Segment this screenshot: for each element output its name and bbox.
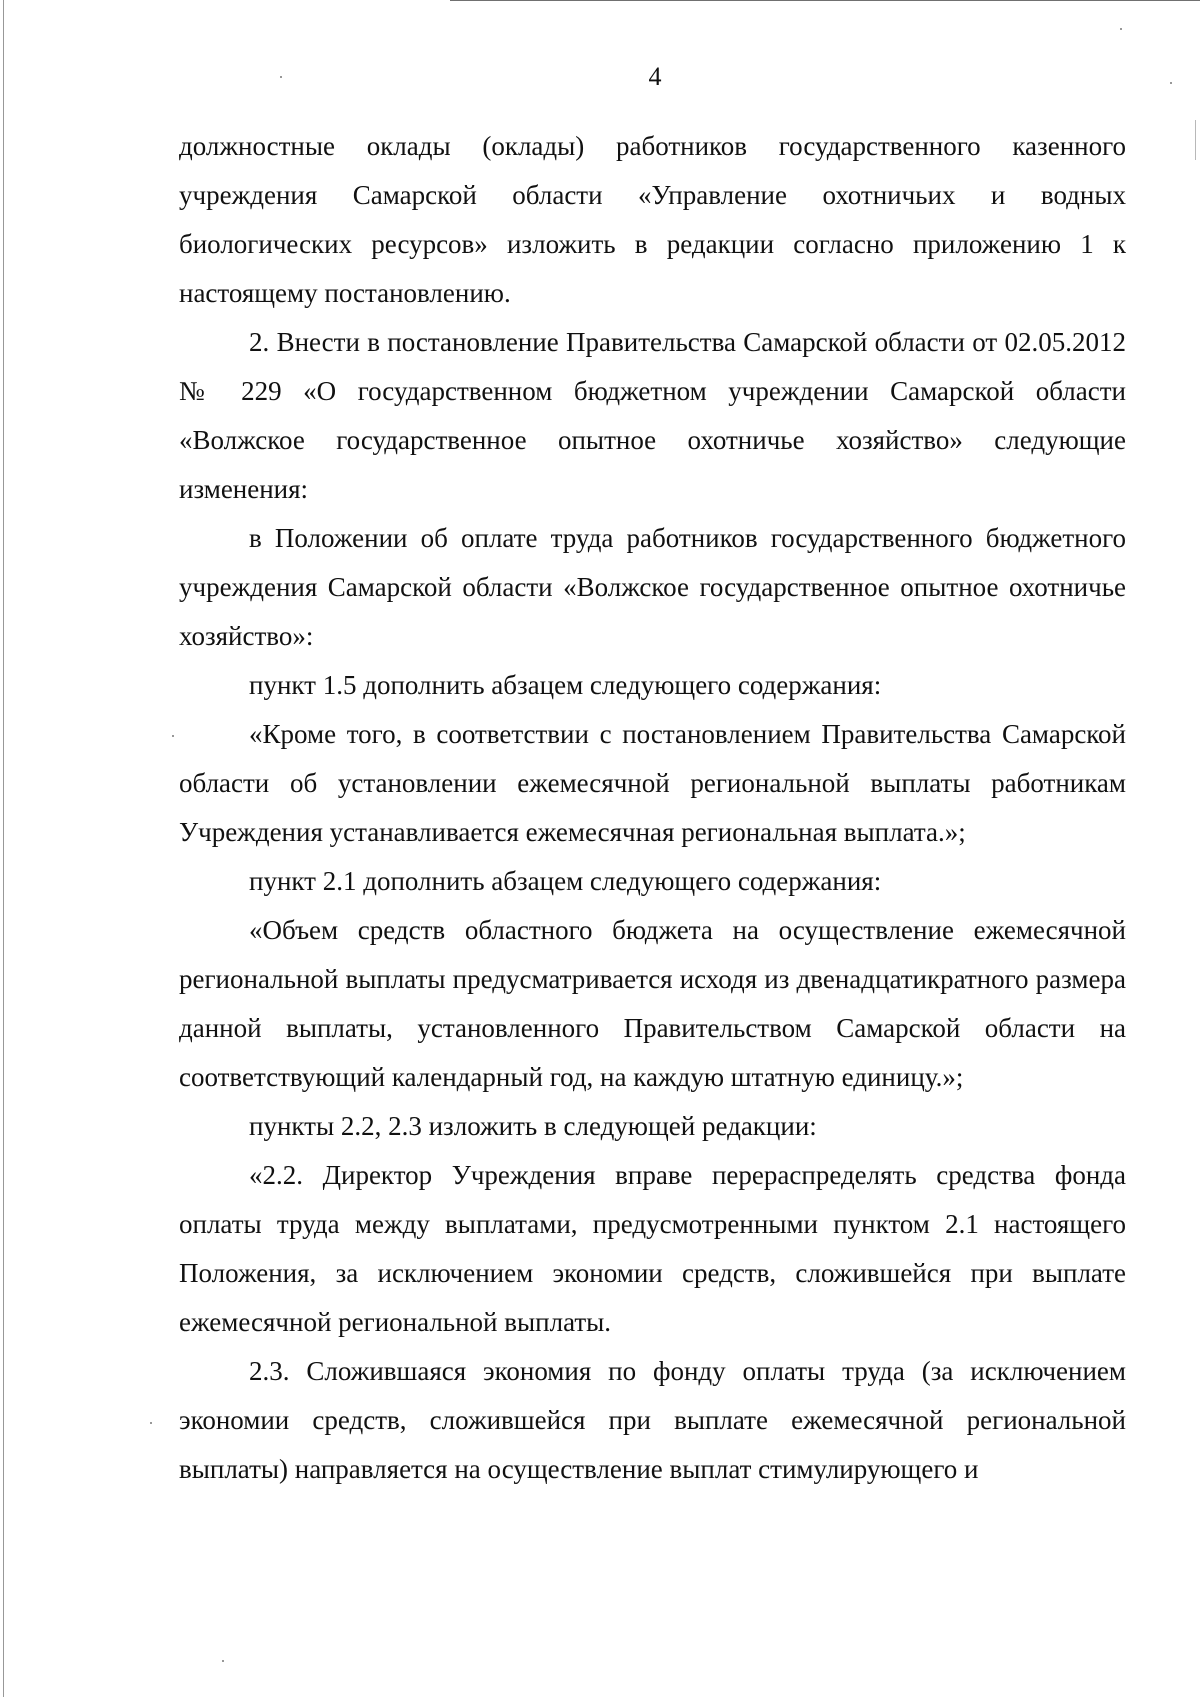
paragraph-regulation-reference: в Положении об оплате труда работников государственного бюджетного учреждения Самарской области «Волжское государственное опытное охотничье хозяйство»:: [179, 523, 1126, 651]
page-number: 4: [648, 62, 662, 91]
scan-mark-right: [1195, 120, 1196, 160]
document-body: [179, 122, 1126, 1494]
scan-border-top: [450, 0, 1200, 1]
paragraph-clause-2-3-text: 2.3. Сложившаяся экономия по фонду оплаты труда (за исключением экономии средств, сложившейся при выплате ежемесячной региональной выплаты) направляется на осуществление выплат стимулирующего и: [179, 1356, 1126, 1484]
paragraph-clause-2-2-text: «2.2. Директор Учреждения вправе перераспределять средства фонда оплаты труда между выплатами, предусмотренными пунктом 2.1 настоящего Положения, за исключением экономии средств, сложившейся при выплате ежемесячной региональной выплаты.: [179, 1160, 1126, 1337]
scan-speck: [172, 735, 174, 737]
paragraph-clauses-2-2-2-3-intro: пункты 2.2, 2.3 изложить в следующей редакции:: [249, 1111, 817, 1141]
scan-speck: [222, 1660, 224, 1662]
paragraph-clause-1-5-intro: пункт 1.5 дополнить абзацем следующего содержания:: [249, 670, 882, 700]
paragraph-continuation: должностные оклады (оклады) работников государственного казенного учреждения Самарской области «Управление охотничьих и водных биологических ресурсов» изложить в редакции согласно приложению 1 к настоящему постановлению.: [179, 131, 1126, 308]
paragraph-item-2: 2. Внести в постановление Правительства Самарской области от 02.05.2012 № 229 «О государственном бюджетном учреждении Самарской области «Волжское государственное опытное охотничье хозяйство» следующие изменения:: [179, 327, 1126, 504]
paragraph-clause-1-5-text: «Кроме того, в соответствии с постановлением Правительства Самарской области об установлении ежемесячной региональной выплаты работникам Учреждения устанавливается ежемесячная региональная выплата.»;: [179, 719, 1126, 847]
paragraph-clause-2-1-text: «Объем средств областного бюджета на осуществление ежемесячной региональной выплаты предусматривается исходя из двенадцатикратного размера данной выплаты, установленного Правительством Самарской области на соответствующий календарный год, на каждую штатную единицу.»;: [179, 915, 1126, 1092]
scan-border-left: [3, 0, 4, 1697]
scan-speck: [150, 1422, 152, 1424]
paragraph-clause-2-1-intro: пункт 2.1 дополнить абзацем следующего содержания:: [249, 866, 882, 896]
scan-speck: [1120, 28, 1122, 30]
